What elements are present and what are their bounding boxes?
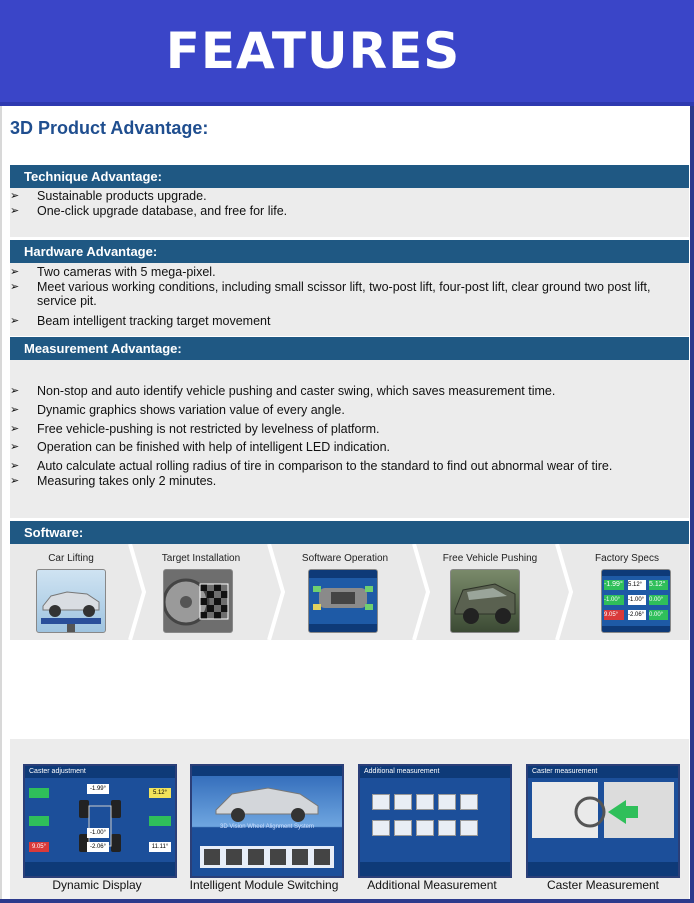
module-switching-screen: 3D Vision Wheel Alignment System [190,764,344,878]
hardware-section-bar [10,240,689,263]
software-section-bar [10,521,689,544]
software-title: Software: [24,525,84,540]
hardware-title: Hardware Advantage: [24,244,158,259]
step-label: Software Operation [301,553,389,564]
arrow-bullet-icon: ➢ [10,190,20,202]
step-label: Free Vehicle Pushing [442,553,538,564]
vehicle-pushing-image [450,569,520,633]
software-step-car-lifting [6,544,136,640]
caption-caster-measurement: Caster Measurement [546,878,660,892]
features-banner [0,0,694,106]
step-label: Car Lifting [48,553,94,564]
technique-section-bar [10,165,689,188]
caster-measurement-screen: Caster measurement [526,764,680,878]
software-step-target-installation [136,544,266,640]
arrow-bullet-icon: ➢ [10,281,20,293]
dynamic-display-screen: Caster adjustment -1.99° 5.12° -1.00° -2.06° 9.05° 11.11° [23,764,177,878]
additional-measurement-screen: Additional measurement [358,764,512,878]
banner-title: FEATURES [165,22,461,80]
measurement-title: Measurement Advantage: [24,341,182,356]
caption-dynamic-display: Dynamic Display [52,878,142,892]
right-border [690,106,694,903]
caption-additional-measurement: Additional Measurement [367,878,497,892]
software-step-free-vehicle-pushing [420,544,560,640]
arrow-bullet-icon: ➢ [10,475,20,487]
factory-specs-image: -1.99° 5.12° 5.12° -1.00° -1.00° 0.00° 9.05° -2.06° 0.00° [601,569,671,633]
bottom-border [0,899,694,903]
arrow-bullet-icon: ➢ [10,423,20,435]
arrow-bullet-icon: ➢ [10,205,20,217]
target-wheel-image [163,569,233,633]
arrow-bullet-icon: ➢ [10,315,20,327]
arrow-bullet-icon: ➢ [10,385,20,397]
measurement-section-bar [10,337,689,360]
arrow-bullet-icon: ➢ [10,404,20,416]
step-label: Factory Specs [595,553,659,564]
arrow-bullet-icon: ➢ [10,441,20,453]
step-label: Target Installation [161,553,241,564]
software-step-factory-specs [565,544,689,640]
car-lift-image [36,569,106,633]
software-screen-image [308,569,378,633]
caption-intelligent-module-switching: Intelligent Module Switching [189,878,339,892]
page-heading: 3D Product Advantage: [10,118,209,138]
left-border [0,106,2,903]
technique-title: Technique Advantage: [24,169,162,184]
software-step-software-operation [275,544,415,640]
software-steps-strip [10,544,689,640]
arrow-bullet-icon: ➢ [10,266,20,278]
arrow-bullet-icon: ➢ [10,460,20,472]
